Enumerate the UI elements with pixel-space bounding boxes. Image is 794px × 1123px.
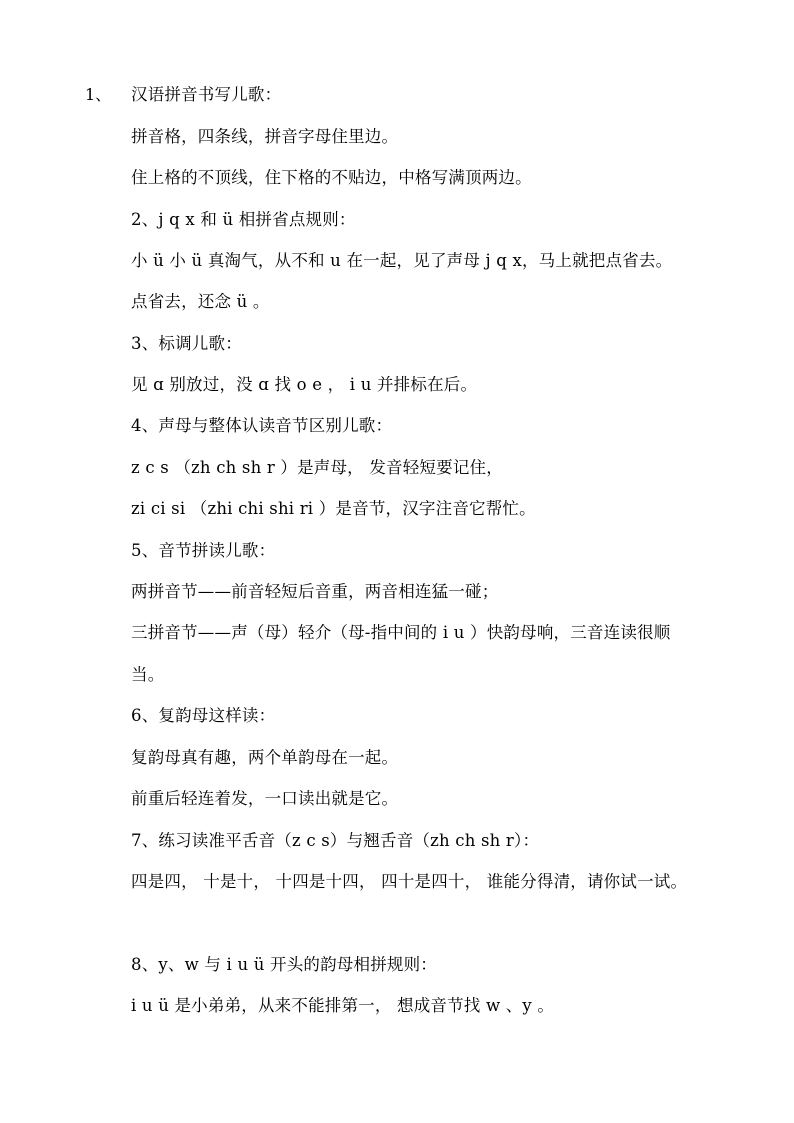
text-line-17: 前重后轻连着发，一口读出就是它。 [131, 789, 399, 808]
text-line-21: i u ü 是小弟弟，从来不能排第一， 想成音节找 w 、y 。 [131, 996, 555, 1015]
section-2-heading: 2、j q x 和 ü 相拼省点规则： [131, 210, 356, 229]
text-line-2: 住上格的不顶线，住下格的不贴边，中格写满顶两边。 [131, 168, 532, 187]
section-5-heading: 5、音节拼读儿歌： [131, 541, 276, 560]
text-line-10: zi ci si （zhi chi shi ri ）是音节，汉字注音它帮忙。 [131, 499, 536, 518]
text-line-12: 两拼音节——前音轻短后音重，两音相连猛一碰； [131, 582, 499, 601]
section-3-heading: 3、标调儿歌： [131, 334, 242, 353]
text-line-7: 见 ɑ 别放过，没 ɑ 找 o e ， i u 并排标在后。 [131, 375, 478, 394]
text-line-5: 点省去，还念 ü 。 [131, 292, 270, 311]
section-8-heading: 8、y、w 与 i u ü 开头的韵母相拼规则： [131, 955, 437, 974]
text-line-1: 拼音格，四条线，拼音字母住里边。 [131, 127, 399, 146]
text-line-9: z c s （zh ch sh r ）是声母， 发音轻短要记住， [131, 458, 503, 477]
text-line-4: 小 ü 小 ü 真淘气，从不和 u 在一起，见了声母 j q x，马上就把点省去。 [131, 251, 673, 270]
section-6-heading: 6、复韵母这样读： [131, 706, 276, 725]
text-line-16: 复韵母真有趣，两个单韵母在一起。 [131, 748, 399, 767]
section-4-heading: 4、声母与整体认读音节区别儿歌： [131, 416, 393, 435]
text-line-19: 四是四， 十是十， 十四是十四， 四十是四十， 谁能分得清，请你试一试。 [131, 872, 688, 891]
text-line-13: 三拼音节——声（母）轻介（母-指中间的 i u ）快韵母响，三音连读很顺 [131, 623, 671, 642]
item-1-title: 汉语拼音书写儿歌： [131, 85, 282, 104]
section-7-heading: 7、练习读准平舌音（z c s）与翘舌音（zh ch sh r）： [131, 831, 540, 850]
item-1-number: 1、 [85, 85, 112, 104]
text-line-14: 当。 [131, 665, 165, 684]
